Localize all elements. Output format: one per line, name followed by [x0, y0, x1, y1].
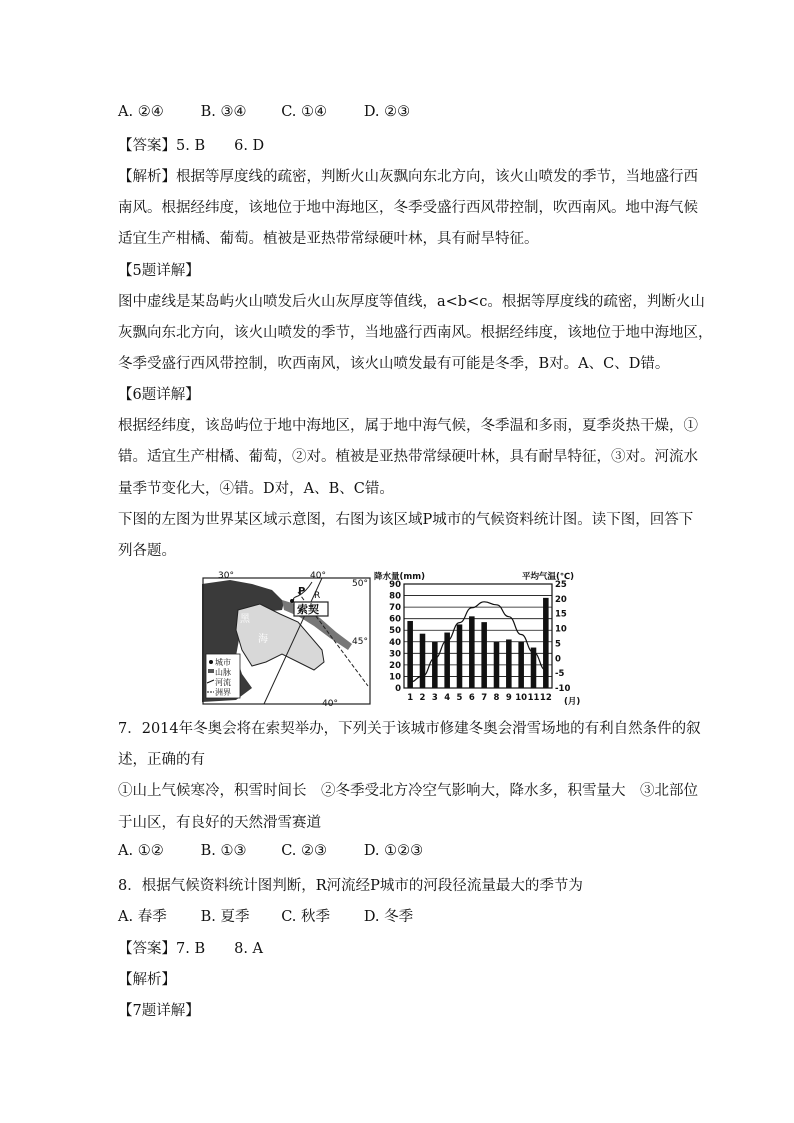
- y-tick-label: 20: [389, 660, 401, 671]
- x-axis-unit: (月): [564, 697, 581, 707]
- x-tick-label: 9: [505, 693, 512, 703]
- intro-line-2: 列各题。: [118, 543, 176, 559]
- x-tick-label: 2: [419, 693, 426, 703]
- y2-tick-label: 0: [555, 654, 561, 665]
- intro-line-1: 下图的左图为世界某区域示意图，右图为该区域P城市的气候资料统计图。读下图，回答下: [118, 512, 694, 528]
- q7-option-b: B. ①③: [200, 843, 247, 859]
- analysis-title-2: 【解析】: [118, 972, 176, 988]
- y-tick-label: 40: [389, 637, 401, 648]
- y-tick-label: 60: [389, 614, 401, 625]
- q5-detail-line-1: 图中虚线是某岛屿火山喷发后火山灰厚度等值线，a<b<c。根据等厚度线的疏密，判断火山: [118, 294, 705, 310]
- x-tick-label: 3: [431, 693, 438, 703]
- figure: [202, 570, 582, 707]
- q8-option-a: A. 春季: [118, 909, 167, 925]
- q7-detail-title: 【7题详解】: [118, 1003, 200, 1019]
- x-tick-label: 1: [407, 693, 414, 703]
- y2-tick-label: 10: [555, 624, 567, 635]
- y2-tick-label: 20: [555, 594, 567, 605]
- y-tick-label: 70: [389, 603, 401, 614]
- option-a: A. ②④: [118, 104, 164, 120]
- option-c: C. ①④: [281, 104, 328, 120]
- precip-bar: [481, 622, 487, 688]
- x-tick-label: 11: [527, 693, 540, 703]
- precip-bar: [494, 642, 500, 688]
- q5-detail-line-2: 灰飘向东北方向，该火山喷发的季节，当地盛行西南风。根据经纬度，该地位于地中海地区，: [118, 325, 713, 341]
- y-tick-label: 90: [389, 580, 401, 590]
- x-tick-label: 10: [515, 693, 528, 703]
- q7-stem-line-2: 述，正确的有: [118, 752, 205, 768]
- y-tick-label: 30: [389, 649, 401, 660]
- legend-mountain: 山脉: [215, 668, 231, 677]
- option-b: B. ③④: [200, 104, 247, 120]
- q8-option-d: D. 冬季: [363, 909, 414, 925]
- precip-bar: [420, 634, 426, 688]
- q7-stem-line-1: 7．2014年冬奥会将在索契举办，下列关于该城市修建冬奥会滑雪场地的有利自然条件的叙: [118, 721, 701, 737]
- q7-option-a: A. ①②: [118, 843, 164, 859]
- sea-label-1: 黑: [240, 614, 250, 625]
- y2-tick-label: -10: [555, 684, 571, 694]
- q6-detail-line-2: 错。适宜生产柑橘、葡萄，②对。植被是亚热带常绿硬叶林，具有耐旱特征，③对。河流水: [118, 449, 698, 465]
- y-tick-label: 80: [389, 591, 401, 602]
- y2-axis-title: 平均气温(℃): [522, 572, 575, 582]
- q7-statements-line-2: 于山区，有良好的天然滑雪赛道: [118, 815, 321, 831]
- climate-chart: [374, 570, 582, 707]
- q6-options: [118, 104, 410, 120]
- analysis-line-2: 南风。根据经纬度，该地位于地中海地区，冬季受盛行西风带控制，吹西南风。地中海气候: [118, 200, 698, 216]
- legend-border: 洲界: [215, 688, 231, 697]
- precip-bar: [543, 598, 549, 688]
- y2-tick-label: 25: [555, 580, 567, 590]
- legend-city: 城市: [215, 658, 231, 667]
- lat-label-50: 50°: [352, 579, 368, 589]
- q7-statements-line-1: ①山上气候寒冷，积雪时间长 ②冬季受北方冷空气影响大，降水多，积雪量大 ③北部位: [118, 783, 698, 799]
- q8-option-b: B. 夏季: [200, 909, 250, 925]
- map-legend: [206, 654, 240, 698]
- y-tick-label: 10: [389, 672, 401, 683]
- lon-label-40-top: 40°: [310, 571, 326, 581]
- x-tick-label: 12: [539, 693, 552, 703]
- city-p-dot: [290, 599, 294, 603]
- precip-bar: [457, 624, 463, 688]
- analysis-line-3: 适宜生产柑橘、葡萄。植被是亚热带常绿硬叶林，具有耐旱特征。: [118, 231, 539, 247]
- q5-detail-line-3: 冬季受盛行西风带控制，吹西南风，该火山喷发最有可能是冬季，B对。A、C、D错。: [118, 356, 670, 372]
- y2-tick-label: 15: [555, 609, 567, 620]
- label-p: P: [298, 586, 306, 597]
- precip-bar: [432, 642, 438, 688]
- x-tick-label: 5: [456, 693, 463, 703]
- x-tick-label: 6: [468, 693, 475, 703]
- precip-bar: [518, 642, 524, 688]
- lat-label-45: 45°: [352, 637, 368, 647]
- q7-option-d: D. ①②③: [363, 843, 424, 859]
- answer-5-6: 【答案】5. B 6. D: [118, 138, 265, 154]
- precip-bar: [407, 621, 413, 688]
- q6-detail-line-3: 量季节变化大，④错。D对，A、B、C错。: [118, 481, 394, 497]
- q6-detail-line-1: 根据经纬度，该岛屿位于地中海地区，属于地中海气候，冬季温和多雨，夏季炎热干燥，①: [118, 418, 698, 434]
- sea-label-2: 海: [258, 634, 268, 645]
- y2-tick-label: -5: [555, 669, 565, 680]
- precip-bar: [469, 616, 475, 688]
- label-r: R: [314, 591, 321, 601]
- y-tick-label: 50: [389, 626, 401, 637]
- x-tick-label: 7: [481, 693, 488, 703]
- q8-options: [118, 905, 413, 926]
- city-label: 索契: [297, 603, 319, 616]
- q6-detail-title: 【6题详解】: [118, 387, 200, 403]
- answer-7-8: 【答案】7. B 8. A: [118, 941, 264, 957]
- legend-river: 河流: [215, 678, 231, 687]
- lon-label-40-bottom: 40°: [322, 699, 338, 707]
- analysis-line-1: 【解析】根据等厚度线的疏密，判断火山灰飘向东北方向，该火山喷发的季节，当地盛行西: [118, 169, 698, 185]
- q7-options: [118, 843, 423, 859]
- x-tick-label: 4: [444, 693, 451, 703]
- region-map: [202, 570, 372, 707]
- y2-tick-label: 5: [555, 639, 561, 650]
- precip-bar: [506, 639, 512, 688]
- q8-stem: 8．根据气候资料统计图判断，R河流经P城市的河段径流量最大的季节为: [118, 878, 583, 894]
- x-tick-label: 8: [493, 693, 500, 703]
- lon-label-30: 30°: [218, 571, 234, 581]
- q8-option-c: C. 秋季: [281, 909, 331, 925]
- option-d: D. ②③: [363, 104, 411, 120]
- q7-option-c: C. ②③: [281, 843, 328, 859]
- y-axis-title: 降水量(mm): [374, 572, 425, 582]
- q5-detail-title: 【5题详解】: [118, 263, 200, 279]
- y-tick-label: 0: [395, 684, 401, 694]
